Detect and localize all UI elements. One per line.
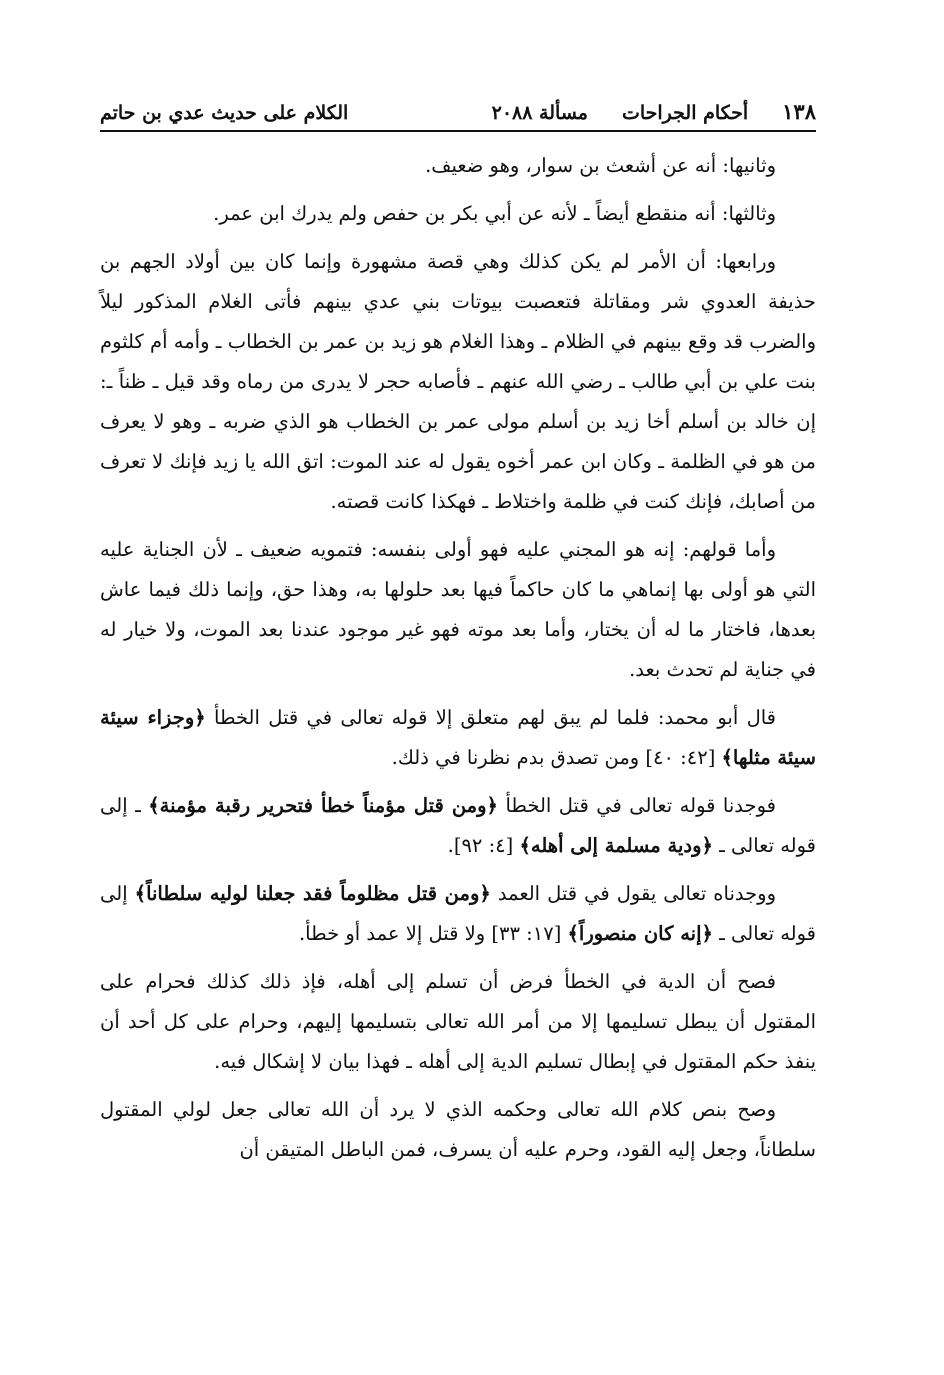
paragraph-text: وصح بنص كلام الله تعالى وحكمه الذي لا يرد أن الله تعالى جعل لولي المقتول سلطاناً، وجعل إليه القود، وحرم عليه أن يسرف، فمن الباطل المتيقن أن bbox=[100, 1098, 816, 1161]
quran-verse: ﴿ودية مسلمة إلى أهله﴾ bbox=[519, 834, 713, 857]
paragraph-text: إلى قوله تعالى ـ bbox=[100, 882, 816, 945]
paragraph-text: ووجدناه تعالى يقول في قتل العمد bbox=[490, 882, 776, 905]
paragraph-text: وثانيها: أنه عن أشعث بن سوار، وهو ضعيف. bbox=[425, 154, 776, 177]
paragraph bbox=[100, 698, 816, 778]
quran-verse: ﴿ومن قتل مظلوماً فقد جعلنا لوليه سلطاناً﴾ bbox=[134, 882, 491, 905]
paragraph-text: [١٧: ٣٣] ولا قتل إلا عمد أو خطأ. bbox=[298, 922, 568, 945]
paragraph bbox=[100, 874, 816, 954]
paragraph-text: ورابعها: أن الأمر لم يكن كذلك وهي قصة مشهورة وإنما كان بين أولاد الجهم بن حذيفة العدوي شر ومقاتلة فتعصبت بيوتات بني عدي بينهم فأتى الغلام المذكور ليلاً والضرب قد وقع بينهم في الظلام ـ وهذا الغلام هو زيد بن عمر بن الخطاب ـ وأمه أم كلثوم بنت علي بن أبي طالب ـ رضي الله عنهم ـ فأصابه حجر لا يدرى من رماه وقد قيل ـ ظناً ـ: إن خالد بن أسلم أخا زيد بن أسلم مولى عمر بن الخطاب هو الذي ضربه ـ وهو لا يعرف من هو في الظلمة ـ وكان ابن عمر أخوه يقول له عند الموت: اتق الله يا زيد فإنك لا تعرف من أصابك، فإنك كنت في ظلمة واختلاط ـ فهكذا كانت قصته. bbox=[100, 250, 816, 513]
paragraph-text: وثالثها: أنه منقطع أيضاً ـ لأنه عن أبي بكر بن حفص ولم يدرك ابن عمر. bbox=[213, 202, 776, 225]
paragraph bbox=[100, 194, 816, 234]
quran-verse: ﴿وجزاء سيئة سيئة مثلها﴾ bbox=[100, 706, 816, 769]
quran-verse: ﴿إنه كان منصوراً﴾ bbox=[567, 922, 713, 945]
paragraph-text: [٤٢: ٤٠] ومن تصدق بدم نظرنا في ذلك. bbox=[391, 746, 722, 769]
paragraph-text: فصح أن الدية في الخطأ فرض أن تسلم إلى أهله، فإذ ذلك كذلك فحرام على المقتول أن يبطل تسليمها إلا من أمر الله تعالى بتسليمها إليهم، وحرام على كل أحد أن ينفذ حكم المقتول في إبطال تسليم الدية إلى أهله ـ فهذا بيان لا إشكال فيه. bbox=[100, 970, 816, 1073]
paragraph-text: وأما قولهم: إنه هو المجني عليه فهو أولى بنفسه: فتمويه ضعيف ـ لأن الجناية عليه التي هو أولى بها إنماهي ما كان حاكماً فيها بعد حلولها به، وهذا حق، وإنما ذلك فيما عاش بعدها، فاختار ما له أن يختار، وأما بعد موته فهو غير موجود عندنا بعد الموت، ولا خيار له في جناية لم تحدث بعد. bbox=[100, 538, 816, 681]
running-header bbox=[100, 88, 816, 132]
paragraph bbox=[100, 1090, 816, 1170]
paragraph bbox=[100, 962, 816, 1082]
paragraph bbox=[100, 242, 816, 522]
paragraph bbox=[100, 530, 816, 690]
issue-number: مسألة ٢٠٨٨ bbox=[491, 102, 588, 124]
quran-verse: ﴿ومن قتل مؤمناً خطأ فتحرير رقبة مؤمنة﴾ bbox=[148, 794, 498, 817]
paragraph bbox=[100, 146, 816, 186]
book-page bbox=[100, 88, 816, 1178]
page-number: ١٣٨ bbox=[782, 99, 816, 124]
paragraph-text: ـ إلى قوله تعالى ـ bbox=[100, 794, 816, 857]
paragraph-text: قال أبو محمد: فلما لم يبق لهم متعلق إلا قوله تعالى في قتل الخطأ bbox=[205, 706, 776, 729]
body-text bbox=[100, 146, 816, 1170]
book-title: أحكام الجراحات bbox=[621, 102, 749, 124]
paragraph bbox=[100, 786, 816, 866]
header-right-group bbox=[492, 99, 816, 124]
paragraph-text: فوجدنا قوله تعالى في قتل الخطأ bbox=[497, 794, 776, 817]
section-title: الكلام على حديث عدي بن حاتم bbox=[100, 102, 349, 124]
paragraph-text: [٤: ٩٢]. bbox=[447, 834, 520, 857]
